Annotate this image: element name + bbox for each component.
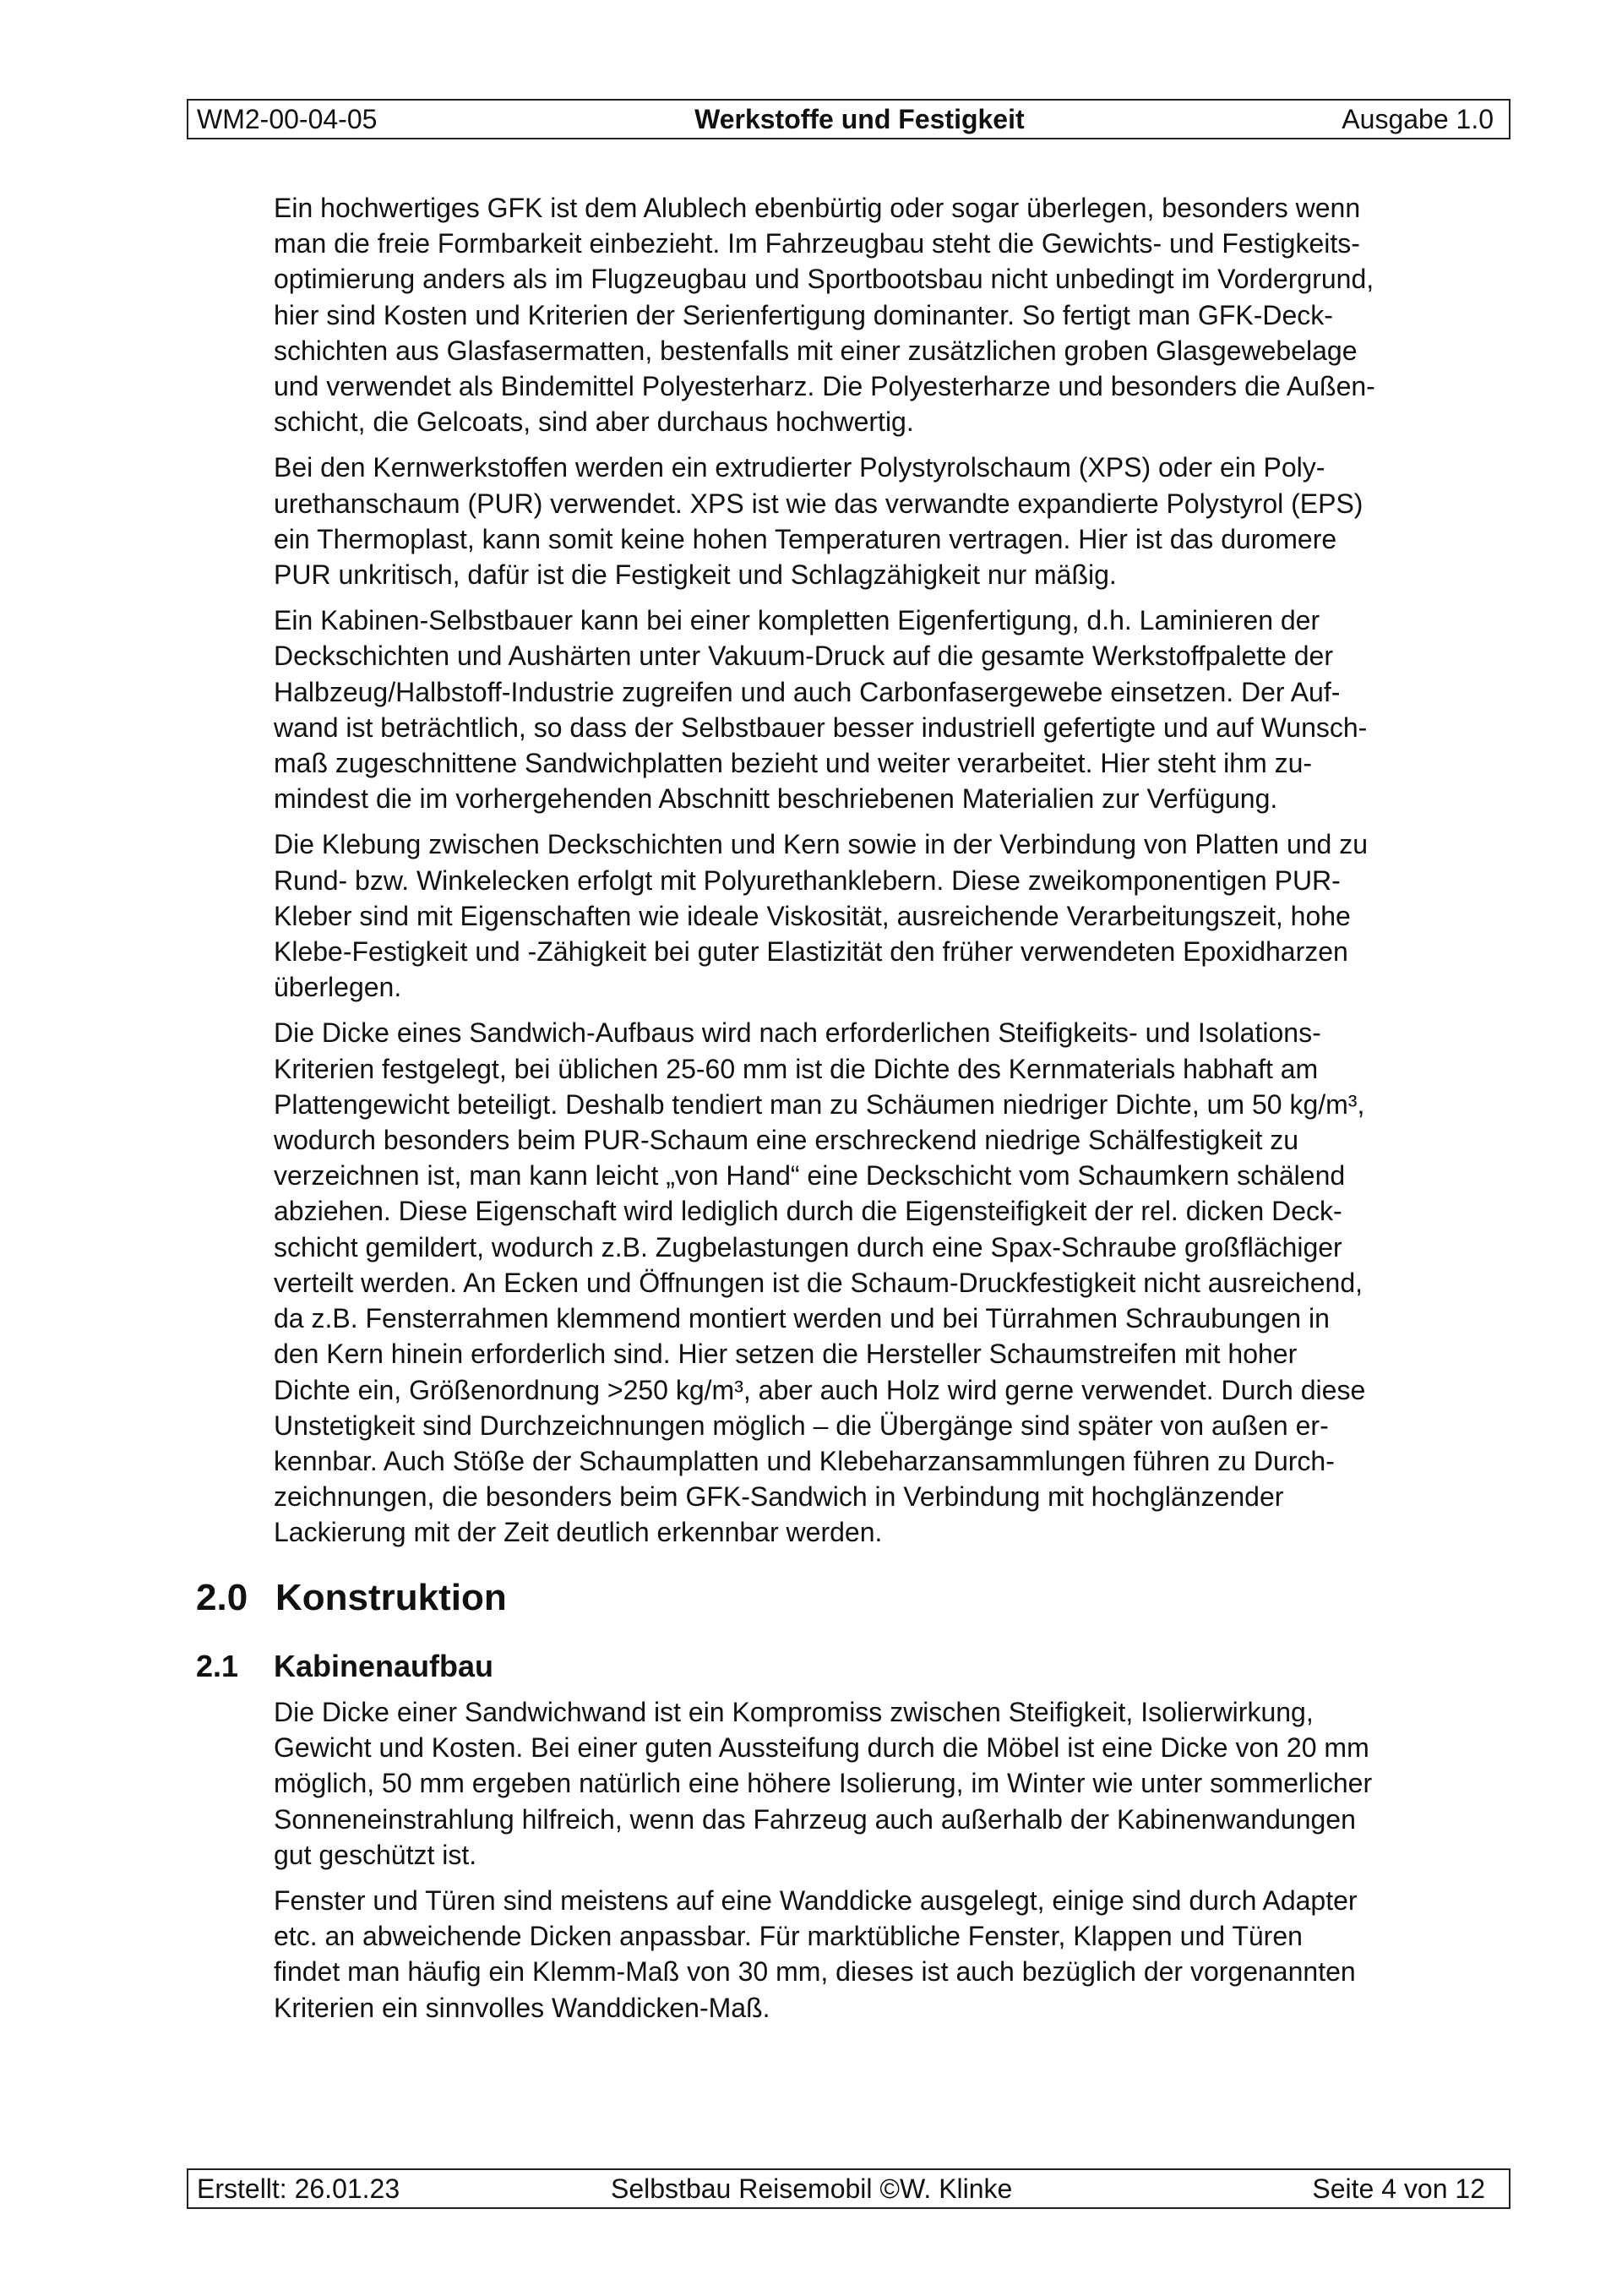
text-line: überlegen. <box>274 972 402 1003</box>
text-line: ein Thermoplast, kann somit keine hohen Temperaturen vertragen. Hier ist das duromere <box>274 523 1337 554</box>
text-line: und verwendet als Bindemittel Polyesterharz. Die Polyesterharze und besonders die Außen- <box>274 371 1375 402</box>
text-line: Die Dicke einer Sandwichwand ist ein Kompromiss zwischen Steifigkeit, Isolierwirkung, <box>274 1697 1314 1727</box>
text-line: Klebe-Festigkeit und -Zähigkeit bei guter Elastizität den früher verwendeten Epoxidharzen <box>274 936 1348 968</box>
text-line: PUR unkritisch, dafür ist die Festigkeit und Schlagzähigkeit nur mäßig. <box>274 559 1117 591</box>
text-line: schichten aus Glasfasermatten, bestenfalls mit einer zusätzlichen groben Glasgewebelage <box>274 335 1358 366</box>
text-line: Bei den Kernwerkstoffen werden ein extrudierter Polystyrolschaum (XPS) oder ein Poly- <box>274 452 1325 483</box>
text-line: möglich, 50 mm ergeben natürlich eine höhere Isolierung, im Winter wie unter sommerlicher <box>274 1768 1373 1799</box>
paragraph <box>274 450 1516 592</box>
text-line: den Kern hinein erforderlich sind. Hier setzen die Hersteller Schaumstreifen mit hoher <box>274 1339 1298 1370</box>
page-footer <box>187 2168 1510 2209</box>
text-line: Plattengewicht beteiligt. Deshalb tendiert man zu Schäumen niedriger Dichte, um 50 kg/m³, <box>274 1088 1365 1120</box>
paragraph <box>274 190 1516 439</box>
text-line: wodurch besonders beim PUR-Schaum eine erschreckend niedrige Schälfestigkeit zu <box>274 1125 1299 1156</box>
text-line: Halbzeug/Halbstoff-Industrie zugreifen und auch Carbonfasergewebe einsetzen. Der Auf- <box>274 676 1341 707</box>
text-line: kennbar. Auch Stöße der Schaumplatten und Klebeharzansammlungen führen zu Durch- <box>274 1445 1335 1476</box>
text-line: optimierung anders als im Flugzeugbau und Sportbootsbau nicht unbedingt im Vordergrund, <box>274 264 1374 295</box>
text-line: schicht, die Gelcoats, sind aber durchaus hochwertig. <box>274 406 914 438</box>
section-heading <box>196 1577 507 1619</box>
text-line: Kriterien ein sinnvolles Wanddicken-Maß. <box>274 1992 770 2023</box>
text-line: maß zugeschnittene Sandwichplatten bezieht und weiter verarbeitet. Hier steht ihm zu- <box>274 748 1313 779</box>
text-line: Dichte ein, Größenordnung >250 kg/m³, aber auch Holz wird gerne verwendet. Durch diese <box>274 1374 1366 1405</box>
page-number: Seite 4 von 12 <box>1312 2173 1485 2204</box>
text-line: etc. an abweichende Dicken anpassbar. Für marktübliche Fenster, Klappen und Türen <box>274 1921 1303 1952</box>
text-line: zeichnungen, die besonders beim GFK-Sandwich in Verbindung mit hochglänzender <box>274 1481 1284 1513</box>
text-line: Kleber sind mit Eigenschaften wie ideale Viskosität, ausreichende Verarbeitungszeit, hohe <box>274 900 1351 931</box>
paragraph <box>274 1694 1516 1873</box>
text-line: Ein hochwertiges GFK ist dem Alublech ebenbürtig oder sogar überlegen, besonders wenn <box>274 193 1361 223</box>
document-edition: Ausgabe 1.0 <box>1342 103 1494 134</box>
text-line: mindest die im vorhergehenden Abschnitt beschriebenen Materialien zur Verfügung. <box>274 783 1278 815</box>
subsection-heading <box>196 1649 493 1684</box>
paragraph <box>274 603 1516 816</box>
text-line: Rund- bzw. Winkelecken erfolgt mit Polyurethanklebern. Diese zweikomponentigen PUR- <box>274 864 1341 896</box>
text-line: Gewicht und Kosten. Bei einer guten Aussteifung durch die Möbel ist eine Dicke von 20 mm <box>274 1732 1369 1764</box>
document-title: Werkstoffe und Festigkeit <box>694 103 1025 134</box>
text-line: Lackierung mit der Zeit deutlich erkennbar werden. <box>274 1517 883 1548</box>
text-line: man die freie Formbarkeit einbezieht. Im Fahrzeugbau steht die Gewichts- und Festigkeits- <box>274 228 1360 259</box>
text-line: findet man häufig ein Klemm-Maß von 30 mm, dieses ist auch bezüglich der vorgenannten <box>274 1956 1356 1988</box>
text-line: Unstetigkeit sind Durchzeichnungen möglich – die Übergänge sind später von außen er- <box>274 1410 1329 1441</box>
body-text-top <box>274 190 1516 1561</box>
text-line: Sonneneinstrahlung hilfreich, wenn das Fahrzeug auch außerhalb der Kabinenwandungen <box>274 1803 1356 1835</box>
text-line: da z.B. Fensterrahmen klemmend montiert werden und bei Türrahmen Schraubungen in <box>274 1303 1330 1334</box>
subsection-title: Kabinenaufbau <box>274 1649 494 1683</box>
section-title: Konstruktion <box>275 1577 507 1618</box>
text-line: schicht gemildert, wodurch z.B. Zugbelastungen durch eine Spax-Schraube großflächiger <box>274 1231 1342 1263</box>
section-number: 2.0 <box>196 1577 248 1618</box>
text-line: urethanschaum (PUR) verwendet. XPS ist wie das verwandte expandierte Polystyrol (EPS) <box>274 488 1363 519</box>
text-line: verteilt werden. An Ecken und Öffnungen ist die Schaum-Druckfestigkeit nicht ausreichend, <box>274 1267 1363 1298</box>
project-credit: Selbstbau Reisemobil ©W. Klinke <box>611 2173 1013 2204</box>
text-line: hier sind Kosten und Kriterien der Serienfertigung dominanter. So fertigt man GFK-Deck- <box>274 299 1333 330</box>
text-line: abziehen. Diese Eigenschaft wird lediglich durch die Eigensteifigkeit der rel. dicken Deck- <box>274 1196 1342 1227</box>
text-line: wand ist beträchtlich, so dass der Selbstbauer besser industriell gefertigte und auf Wunsch- <box>274 712 1368 743</box>
text-line: Deckschichten und Aushärten unter Vakuum-Druck auf die gesamte Werkstoffpalette der <box>274 641 1333 672</box>
subsection-number: 2.1 <box>196 1649 239 1683</box>
document-id: WM2-00-04-05 <box>197 103 378 134</box>
text-line: Kriterien festgelegt, bei üblichen 25-60 mm ist die Dichte des Kernmaterials habhaft am <box>274 1053 1319 1084</box>
text-line: verzeichnen ist, man kann leicht „von Hand“ eine Deckschicht vom Schaumkern schälend <box>274 1160 1346 1192</box>
text-line: gut geschützt ist. <box>274 1839 477 1870</box>
page-header <box>187 99 1510 139</box>
text-line: Fenster und Türen sind meistens auf eine Wanddicke ausgelegt, einige sind durch Adapter <box>274 1885 1358 1917</box>
created-date: Erstellt: 26.01.23 <box>197 2173 400 2204</box>
text-line: Ein Kabinen-Selbstbauer kann bei einer kompletten Eigenfertigung, d.h. Laminieren der <box>274 605 1320 636</box>
paragraph <box>274 1015 1516 1550</box>
paragraph <box>274 826 1516 1005</box>
paragraph <box>274 1883 1516 2026</box>
text-line: Die Dicke eines Sandwich-Aufbaus wird nach erforderlichen Steifigkeits- und Isolations- <box>274 1017 1321 1049</box>
text-line: Die Klebung zwischen Deckschichten und Kern sowie in der Verbindung von Platten und zu <box>274 829 1369 860</box>
body-text-bottom <box>274 1694 1516 2036</box>
